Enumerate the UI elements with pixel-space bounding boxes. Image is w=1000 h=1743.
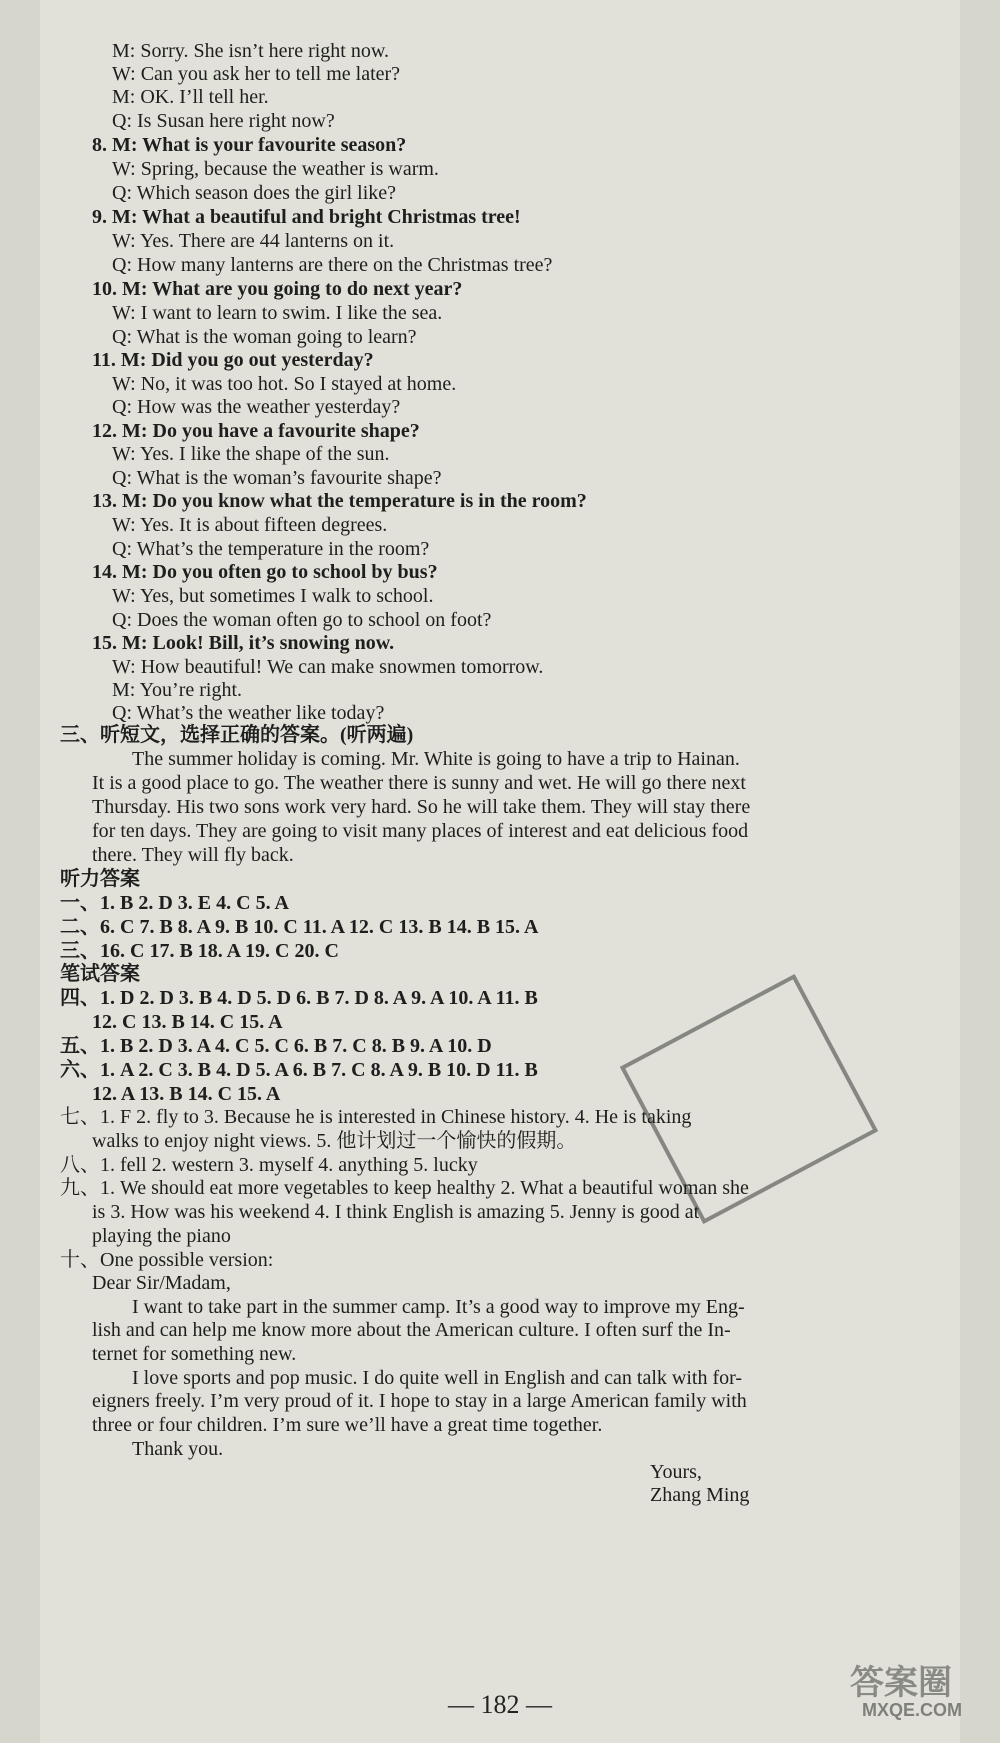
text-line: 六、1. A 2. C 3. B 4. D 5. A 6. B 7. C 8. A 9. B 10. D 11. B — [60, 1059, 538, 1081]
text-line: 九、1. We should eat more vegetables to keep healthy 2. What a beautiful woman she — [60, 1177, 749, 1199]
text-line: 一、1. B 2. D 3. E 4. C 5. A — [60, 892, 289, 914]
text-line: Q: What’s the temperature in the room? — [112, 538, 430, 560]
text-line: 14. M: Do you often go to school by bus? — [92, 561, 438, 583]
page-number: — 182 — — [448, 1690, 552, 1719]
text-line: eigners freely. I’m very proud of it. I hope to stay in a large American family with — [92, 1390, 747, 1412]
text-line: W: How beautiful! We can make snowmen tomorrow. — [112, 656, 544, 678]
text-line: 12. M: Do you have a favourite shape? — [92, 420, 420, 442]
text-line: W: Yes. There are 44 lanterns on it. — [112, 230, 395, 252]
text-line: Q: Is Susan here right now? — [112, 110, 335, 132]
text-line: W: Yes. I like the shape of the sun. — [112, 443, 390, 465]
text-line: It is a good place to go. The weather there is sunny and wet. He will go there next — [92, 772, 746, 794]
text-line: Zhang Ming — [650, 1484, 750, 1506]
text-line: 八、1. fell 2. western 3. myself 4. anything 5. lucky — [60, 1154, 478, 1176]
text-line: for ten days. They are going to visit many places of interest and eat delicious food — [92, 820, 749, 842]
text-line: is 3. How was his weekend 4. I think English is amazing 5. Jenny is good at — [92, 1201, 700, 1223]
text-line: 9. M: What a beautiful and bright Christmas tree! — [92, 206, 521, 228]
text-line: W: Yes, but sometimes I walk to school. — [112, 585, 434, 607]
text-line: ternet for something new. — [92, 1343, 297, 1365]
watermark-logo: 答案圈 — [850, 1664, 952, 1702]
text-line: there. They will fly back. — [92, 844, 294, 866]
text-line: Yours, — [650, 1461, 702, 1483]
text-line: The summer holiday is coming. Mr. White is going to have a trip to Hainan. — [132, 748, 740, 770]
text-line: M: OK. I’ll tell her. — [112, 86, 269, 108]
text-line: 11. M: Did you go out yesterday? — [92, 349, 374, 371]
text-line: 10. M: What are you going to do next year? — [92, 278, 463, 300]
text-line: Q: How many lanterns are there on the Christmas tree? — [112, 254, 553, 276]
text-line: W: Yes. It is about fifteen degrees. — [112, 514, 388, 536]
watermark-url: MXQE.COM — [862, 1700, 963, 1720]
text-line: M: You’re right. — [112, 679, 243, 701]
text-line: I love sports and pop music. I do quite well in English and can talk with for- — [132, 1367, 743, 1389]
text-line: 13. M: Do you know what the temperature is in the room? — [92, 490, 587, 512]
text-line: lish and can help me know more about the American culture. I often surf the In- — [92, 1319, 731, 1341]
text-line: 五、1. B 2. D 3. A 4. C 5. C 6. B 7. C 8. B 9. A 10. D — [60, 1035, 492, 1057]
text-line: three or four children. I’m sure we’ll have a great time together. — [92, 1414, 603, 1436]
text-line: Q: What is the woman’s favourite shape? — [112, 467, 442, 489]
text-line: W: Can you ask her to tell me later? — [112, 63, 401, 85]
text-line: 三、听短文，选择正确的答案。(听两遍) — [60, 724, 414, 746]
text-line: 8. M: What is your favourite season? — [92, 134, 407, 156]
text-line: Q: Which season does the girl like? — [112, 182, 397, 204]
text-line: 十、One possible version: — [60, 1249, 274, 1271]
text-line: W: No, it was too hot. So I stayed at home. — [112, 373, 457, 395]
text-line: M: Sorry. She isn’t here right now. — [112, 40, 390, 62]
text-line: Dear Sir/Madam, — [92, 1272, 231, 1294]
text-line: Q: What’s the weather like today? — [112, 702, 385, 724]
text-line: 15. M: Look! Bill, it’s snowing now. — [92, 632, 395, 654]
text-line: 七、1. F 2. fly to 3. Because he is interested in Chinese history. 4. He is taking — [60, 1106, 692, 1128]
text-line: 二、6. C 7. B 8. A 9. B 10. C 11. A 12. C 13. B 14. B 15. A — [60, 916, 539, 938]
text-line: W: Spring, because the weather is warm. — [112, 158, 439, 180]
text-line: I want to take part in the summer camp. It’s a good way to improve my Eng- — [132, 1296, 745, 1318]
text-line: Thursday. His two sons work very hard. So he will take them. They will stay there — [92, 796, 751, 818]
text-line: 12. A 13. B 14. C 15. A — [92, 1083, 281, 1105]
text-line: 三、16. C 17. B 18. A 19. C 20. C — [60, 940, 339, 962]
text-line: 四、1. D 2. D 3. B 4. D 5. D 6. B 7. D 8. A 9. A 10. A 11. B — [60, 987, 538, 1009]
text-line: Thank you. — [132, 1438, 224, 1460]
text-line: walks to enjoy night views. 5. 他计划过一个愉快的假期。 — [92, 1130, 577, 1152]
text-line: W: I want to learn to swim. I like the sea. — [112, 302, 443, 324]
text-line: 听力答案 — [60, 868, 140, 890]
text-line: 笔试答案 — [60, 963, 140, 985]
text-line: 12. C 13. B 14. C 15. A — [92, 1011, 283, 1033]
text-line: Q: How was the weather yesterday? — [112, 396, 401, 418]
text-line: Q: Does the woman often go to school on foot? — [112, 609, 492, 631]
text-line: Q: What is the woman going to learn? — [112, 326, 417, 348]
text-line: playing the piano — [92, 1225, 231, 1247]
